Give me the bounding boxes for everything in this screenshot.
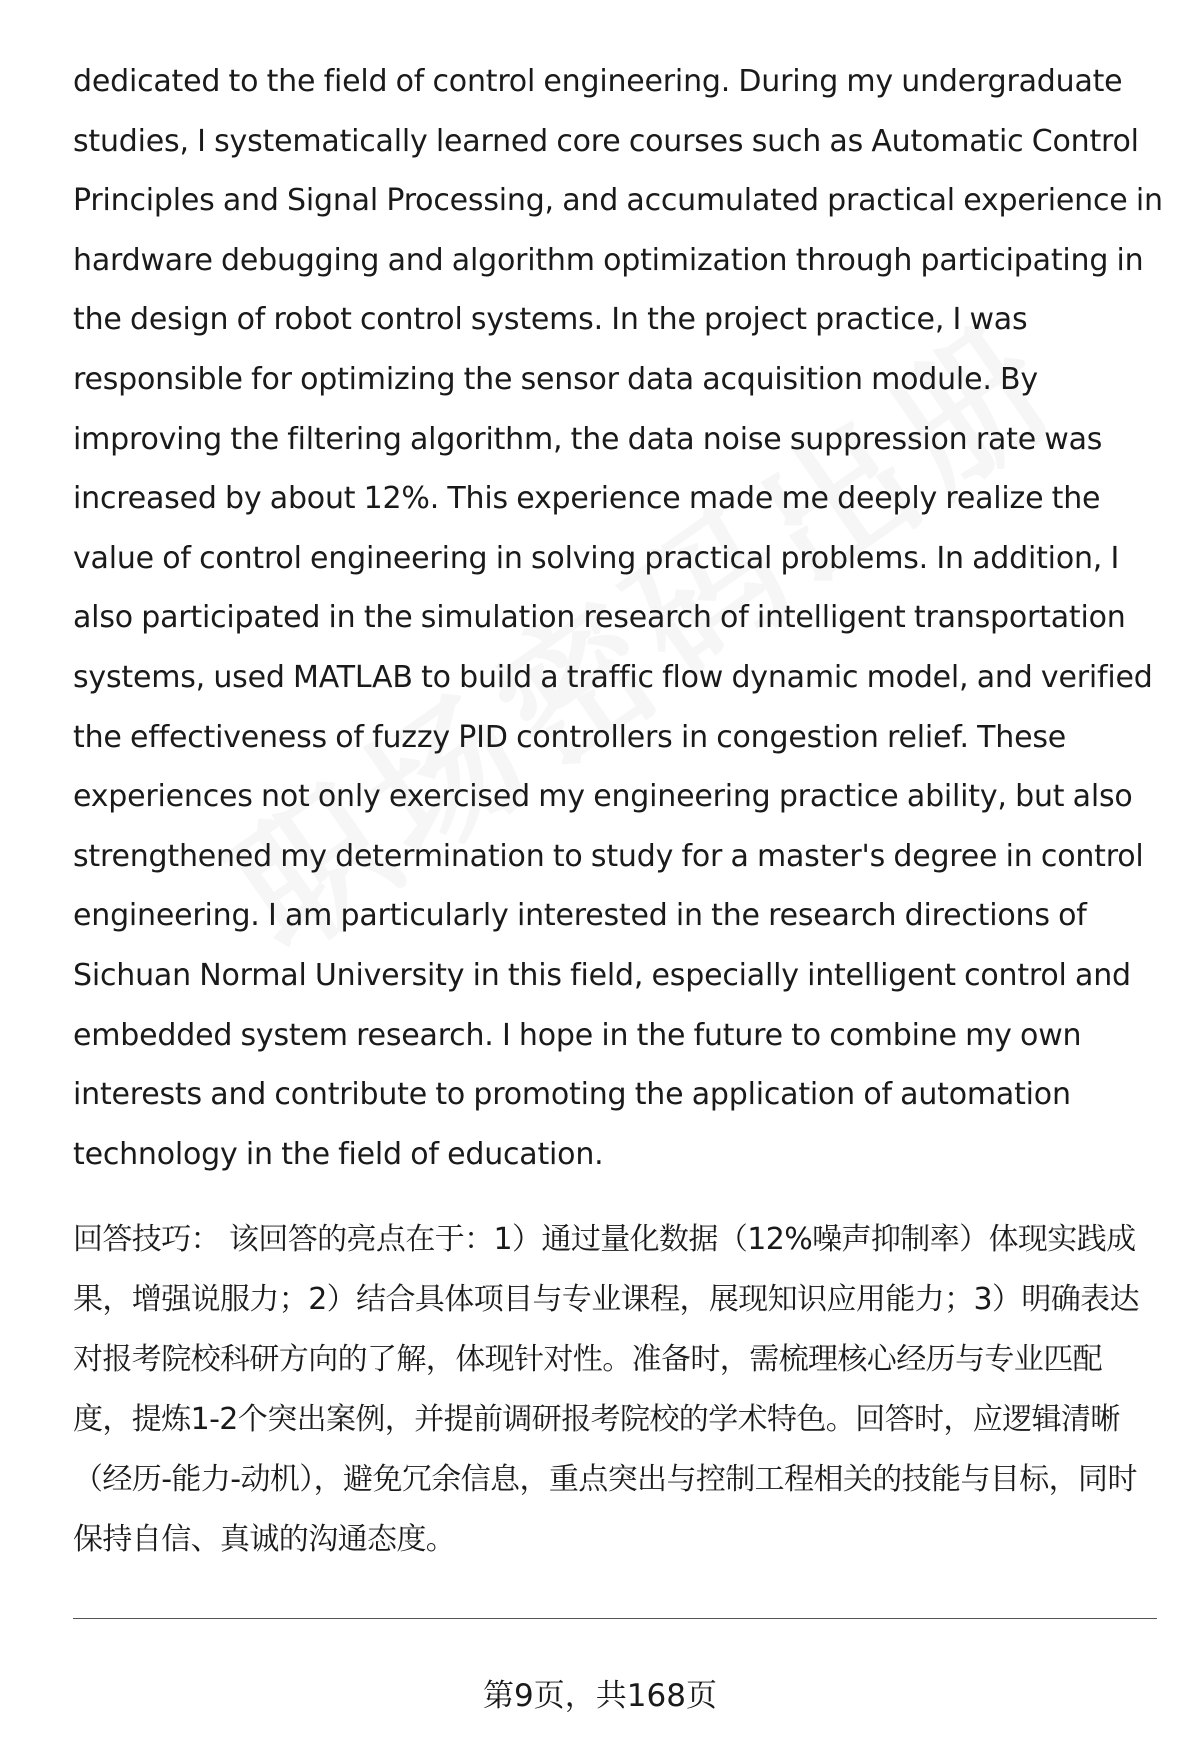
body-paragraph: dedicated to the field of control engineering. During my undergraduate studies, I systematically learned core courses such as Automatic Control Principles and Signal Processing, and accumulated practical experience in hardware debugging and algorithm optimization through participating in the design of robot control systems. In the project practice, I was responsible for optimizing the sensor data acquisition module. By improving the filtering algorithm, the data noise suppression rate was increased by about 12%. This experience made me deeply realize the value of control engineering in solving practical problems. In addition, I also participated in the simulation research of intelligent transportation systems, used MATLAB to build a traffic flow dynamic model, and verified the effectiveness of fuzzy PID controllers in congestion relief. These experiences not only exercised my engineering practice ability, but also strengthened my determination to study for a master's degree in control engineering. I am particularly interested in the research directions of Sichuan Normal University in this field, especially intelligent control and embedded system research. I hope in the future to combine my own interests and contribute to promoting the application of automation technology in the field of education. (73, 64, 1163, 1172)
page-number: 第9页，共168页 (483, 1678, 717, 1714)
answer-tips-paragraph: 回答技巧： 该回答的亮点在于：1）通过量化数据（12%噪声抑制率）体现实践成果，增强说服力；2）结合具体项目与专业课程，展现知识应用能力；3）明确表达对报考院校科研方向的了解，体现针对性。准备时，需梳理核心经历与专业匹配度，提炼1-2个突出案例，并提前调研报考院校的学术特色。回答时，应逻辑清晰（经历-能力-动机），避免冗余信息，重点突出与控制工程相关的技能与目标，同时保持自信、真诚的沟通态度。 (73, 1222, 1139, 1557)
footer-divider (73, 1618, 1157, 1619)
